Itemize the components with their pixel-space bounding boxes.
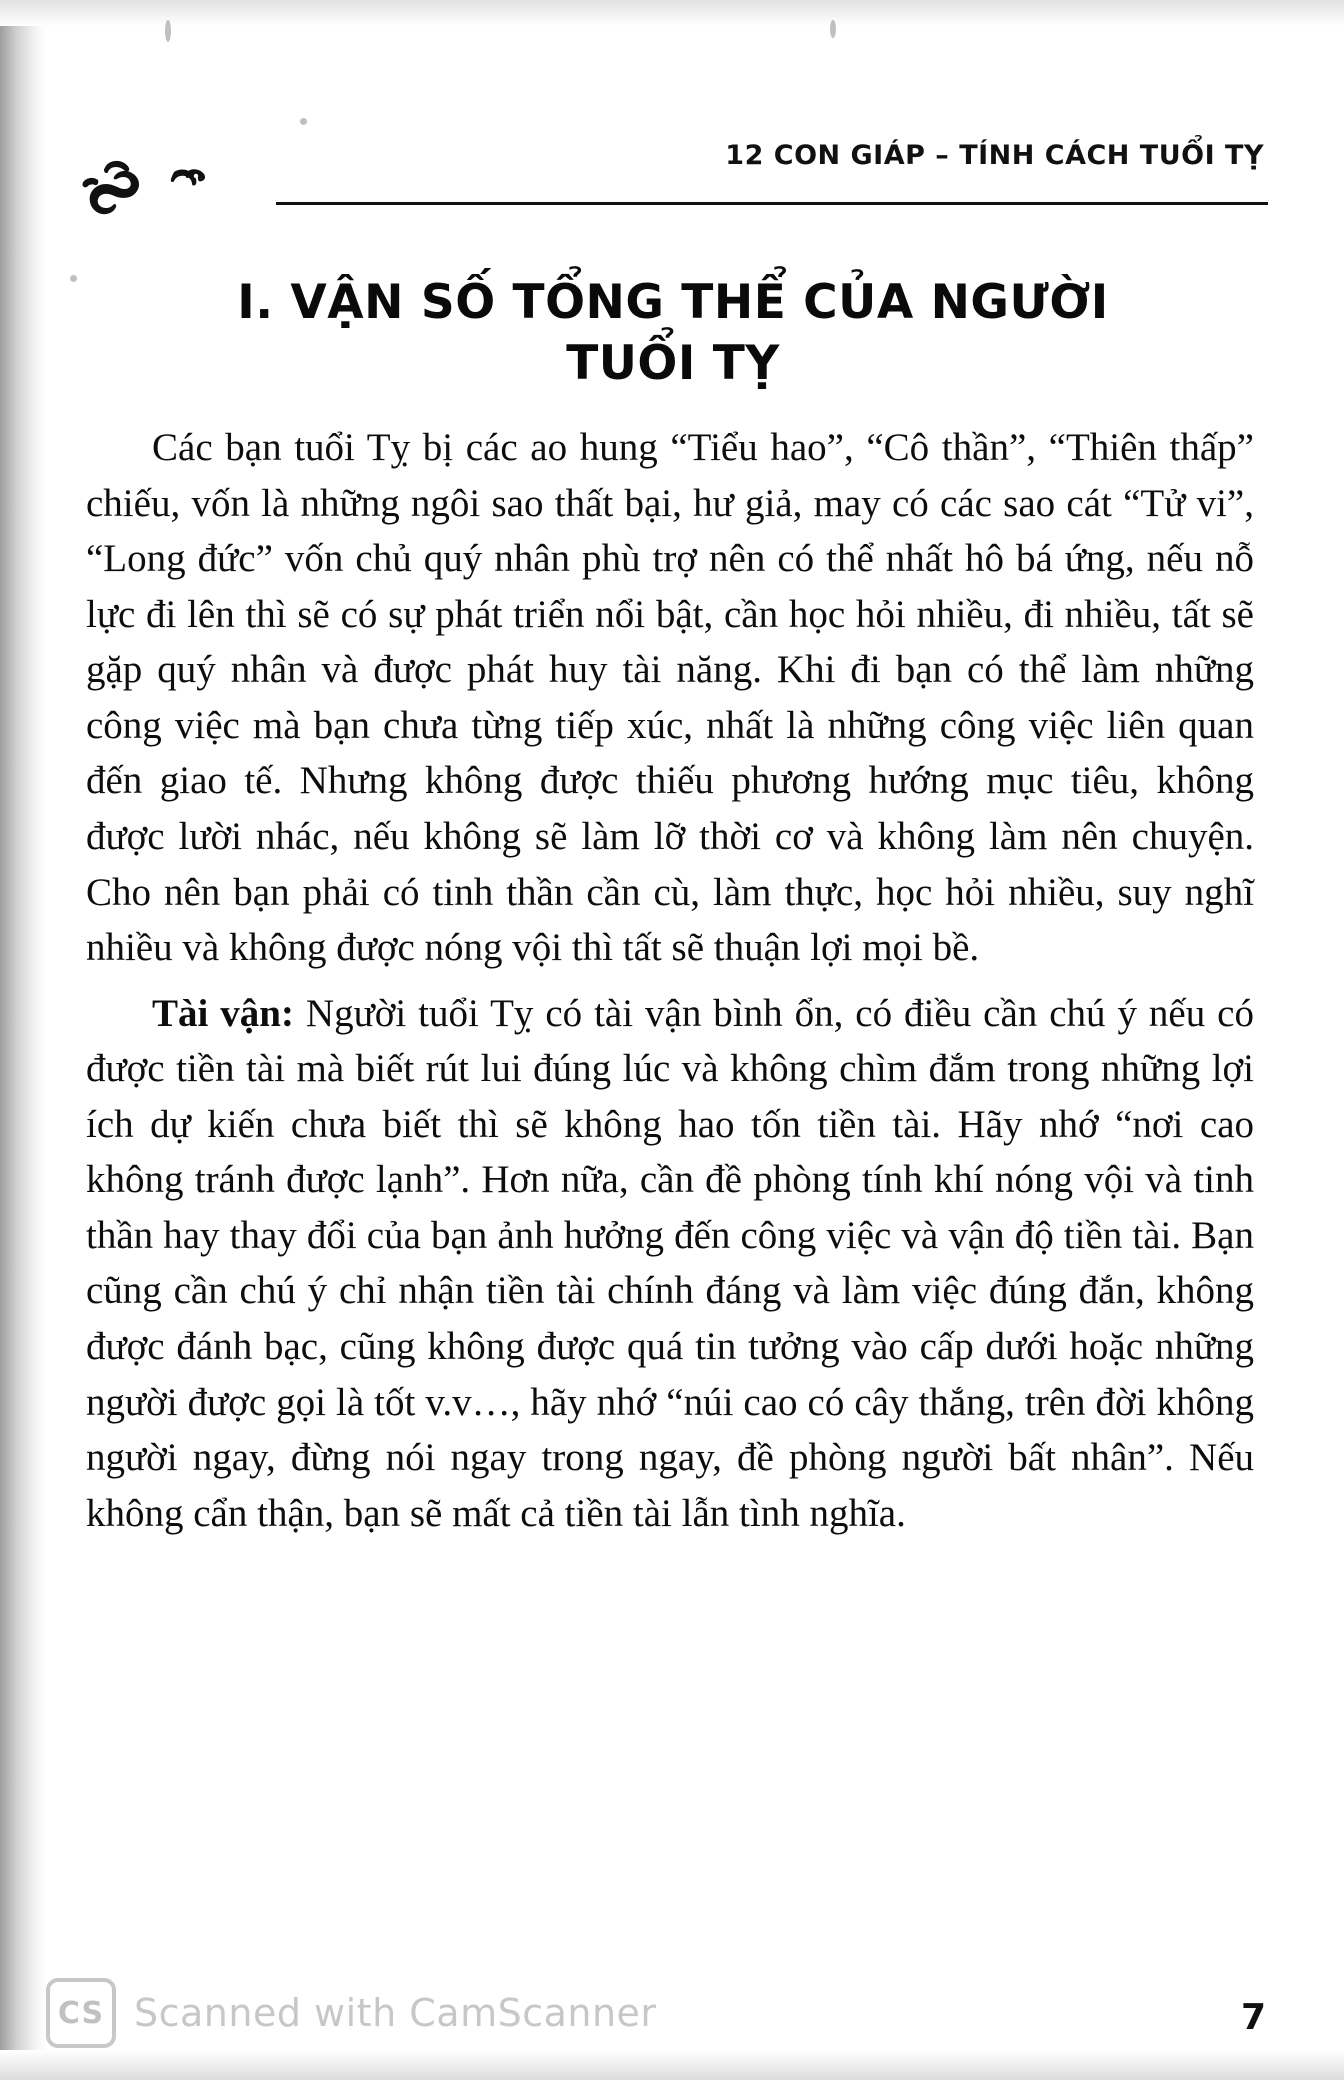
snake-ornament-icon [78, 150, 208, 220]
paragraph-tai-van [86, 986, 1254, 1542]
body-text [86, 420, 1254, 1541]
paragraph-lead-label: Tài vận: [152, 991, 294, 1035]
scan-speck [70, 275, 77, 282]
camscanner-badge-icon: CS [46, 1978, 116, 2048]
scan-shadow-left [0, 0, 46, 2080]
page-number: 7 [1240, 1997, 1266, 2038]
page-title: I. VẬN SỐ TỔNG THỂ CỦA NGƯỜI TUỔI TỴ [237, 275, 1109, 391]
running-head [78, 140, 1268, 220]
paragraph: Các bạn tuổi Tỵ bị các ao hung “Tiểu hao”, “Cô thần”, “Thiên thấp” chiếu, vốn là những ngôi sao thất bại, hư giả, may có các sao cát “Tử vi”, “Long đức” vốn chủ quý nhân phù trợ nên có thể nhất hô bá ứng, nếu nỗ lực đi lên thì sẽ có sự phát triển nổi bật, cần học hỏi nhiều, đi nhiều, tất sẽ gặp quý nhân và được phát huy tài năng. Khi đi bạn có thể làm những công việc mà bạn chưa từng tiếp xúc, nhất là những công việc liên quan đến giao tế. Nhưng không được thiếu phương hướng mục tiêu, không được lười nhác, nếu không sẽ làm lỡ thời cơ và không làm nên chuyện. Cho nên bạn phải có tinh thần cần cù, làm thực, học hỏi nhiều, suy nghĩ nhiều và không được nóng vội thì tất sẽ thuận lợi mọi bề. [86, 426, 1254, 970]
paragraph-body: Người tuổi Tỵ có tài vận bình ổn, có điều cần chú ý nếu có được tiền tài mà biết rút lui đúng lúc và không chìm đắm trong những lợi ích dự kiến chưa biết thì sẽ không hao tốn tiền tài. Hãy nhớ “nơi cao không tránh được lạnh”. Hơn nữa, cần đề phòng tính khí nóng vội và tinh thần hay thay đổi của bạn ảnh hưởng đến công việc và vận độ tiền tài. Bạn cũng cần chú ý chỉ nhận tiền tài chính đáng và làm việc đúng đắn, không được đánh bạc, cũng không được quá tin tưởng vào cấp dưới hoặc những người được gọi là tốt v.v…, hãy nhớ “núi cao có cây thắng, trên đời không người ngay, đừng nói ngay trong ngay, đề phòng người bất nhân”. Nếu không cẩn thận, bạn sẽ mất cả tiền tài lẫn tình nghĩa. [86, 991, 1254, 1535]
running-head-title: 12 CON GIÁP – TÍNH CÁCH TUỔI TỴ [725, 140, 1264, 171]
camscanner-watermark-text: Scanned with CamScanner [134, 1991, 657, 2035]
header-divider [276, 202, 1268, 205]
page-content [78, 0, 1268, 2080]
camscanner-watermark [46, 1978, 657, 2048]
